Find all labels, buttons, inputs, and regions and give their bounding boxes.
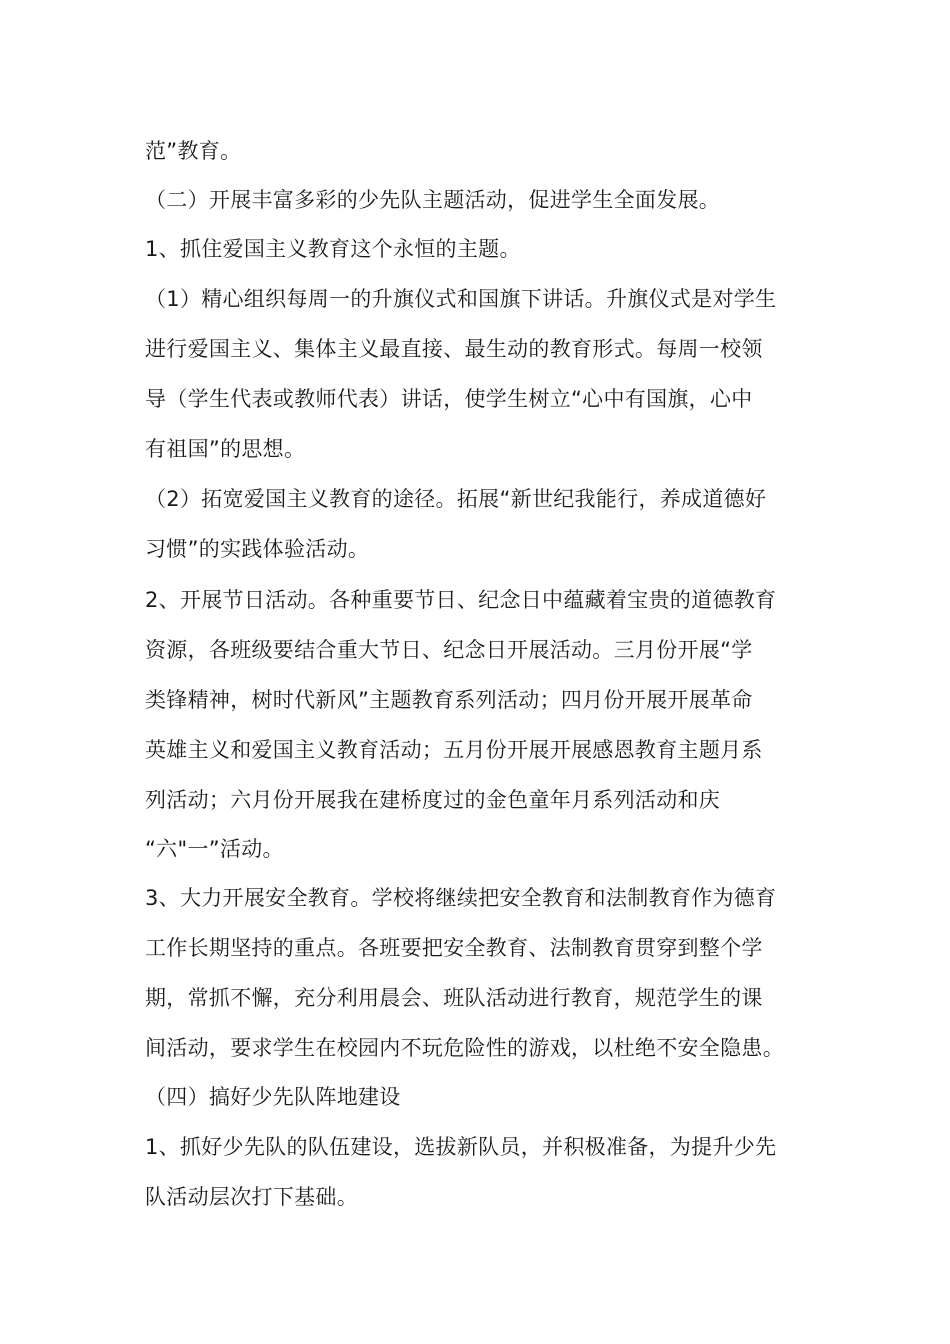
text-line-6: 导（学生代表或教师代表）讲话，使学生树立“心中有国旗，心中 — [145, 387, 753, 411]
text-line-1: 范”教育。 — [145, 139, 242, 163]
text-line-11: 资源，各班级要结合重大节日、纪念日开展活动。三月份开展“学 — [145, 638, 753, 662]
text-line-7: 有祖国”的思想。 — [145, 437, 306, 461]
text-line-15: “六"一”活动。 — [145, 837, 284, 861]
text-line-4: （1）精心组织每周一的升旗仪式和国旗下讲话。升旗仪式是对学生 — [145, 287, 777, 311]
section-heading-2: （二）开展丰富多彩的少先队主题活动，促进学生全面发展。 — [145, 188, 721, 212]
text-line-14: 列活动；六月份开展我在建桥度过的金色童年月系列活动和庆 — [145, 788, 721, 812]
text-line-19: 间活动，要求学生在校园内不玩危险性的游戏，以杜绝不安全隐患。 — [145, 1036, 784, 1060]
text-line-21: 1、抓好少先队的队伍建设，选拔新队员，并积极准备，为提升少先 — [145, 1135, 777, 1159]
text-line-5: 进行爱国主义、集体主义最直接、最生动的教育形式。每周一校领 — [145, 337, 763, 361]
text-line-10: 2、开展节日活动。各种重要节日、纪念日中蕴藏着宝贵的道德教育 — [145, 588, 777, 612]
text-line-9: 习惯”的实践体验活动。 — [145, 537, 370, 561]
text-line-12: 类锋精神，树时代新风”主题教育系列活动；四月份开展开展革命 — [145, 688, 753, 712]
text-line-18: 期，常抓不懈，充分利用晨会、班队活动进行教育，规范学生的课 — [145, 986, 763, 1010]
text-line-8: （2）拓宽爱国主义教育的途径。拓展“新世纪我能行，养成道德好 — [145, 487, 767, 511]
text-line-13: 英雄主义和爱国主义教育活动；五月份开展开展感恩教育主题月系 — [145, 738, 763, 762]
section-heading-4: （四）搞好少先队阵地建设 — [145, 1085, 401, 1109]
text-line-22: 队活动层次打下基础。 — [145, 1185, 358, 1209]
subsection-heading-1: 1、抓住爱国主义教育这个永恒的主题。 — [145, 237, 521, 261]
text-line-17: 工作长期坚持的重点。各班要把安全教育、法制教育贯穿到整个学 — [145, 936, 763, 960]
text-line-16: 3、大力开展安全教育。学校将继续把安全教育和法制教育作为德育 — [145, 886, 777, 910]
